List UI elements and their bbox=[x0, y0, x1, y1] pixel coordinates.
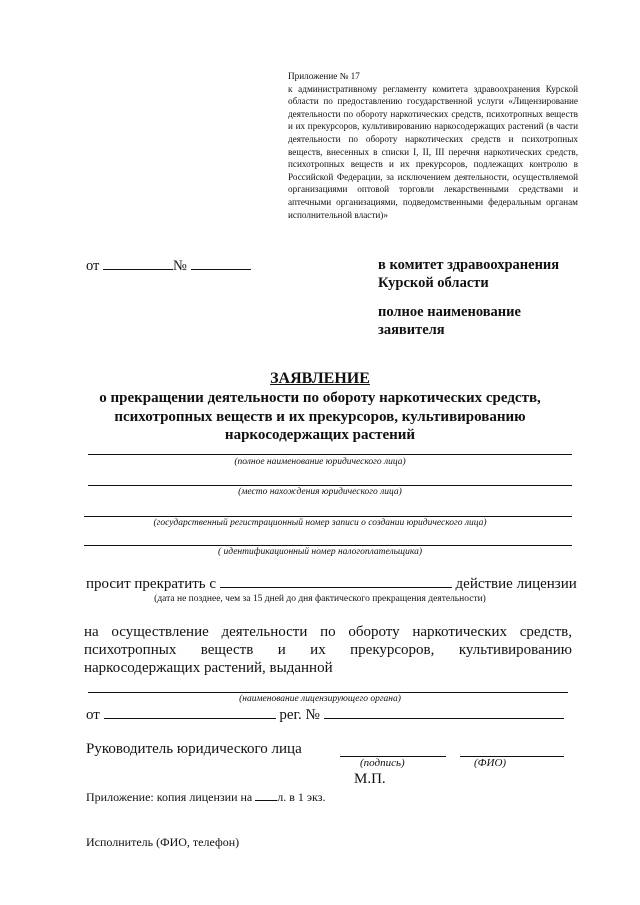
reg-number-caption: (государственный регистрационный номер записи о создании юридического лица) bbox=[153, 518, 487, 528]
request-prefix: просит прекратить с bbox=[86, 576, 217, 592]
license-reg-label: рег. № bbox=[279, 707, 320, 723]
licensing-authority-caption: (наименование лицензирующего органа) bbox=[239, 694, 401, 704]
attachment-line bbox=[86, 790, 325, 805]
fio-caption: (ФИО) bbox=[474, 757, 507, 769]
signature-caption: (подпись) bbox=[360, 757, 405, 769]
licensing-authority-field[interactable] bbox=[88, 692, 568, 693]
license-reg-number-field[interactable] bbox=[324, 706, 564, 719]
legal-name-field[interactable] bbox=[88, 454, 572, 455]
license-from-line bbox=[86, 706, 564, 724]
title-main: ЗАЯВЛЕНИЕ bbox=[270, 370, 370, 387]
request-line bbox=[86, 575, 577, 593]
activity-line-3: наркосодержащих растений, выданной bbox=[84, 660, 333, 676]
title-line-2: психотропных веществ и их прекурсоров, культивированию bbox=[114, 408, 526, 425]
legal-name-caption: (полное наименование юридического лица) bbox=[234, 457, 406, 467]
location-field[interactable] bbox=[88, 485, 572, 486]
activity-line-2: психотропных веществ и их прекурсоров, культивированию bbox=[84, 642, 572, 658]
applicant-line-1: полное наименование bbox=[378, 304, 521, 320]
applicant-line-2: заявителя bbox=[378, 322, 445, 338]
appendix-title: Приложение № 17 bbox=[288, 71, 360, 81]
header-from-number bbox=[86, 257, 251, 275]
location-caption: (место нахождения юридического лица) bbox=[238, 487, 402, 497]
applicant-block bbox=[378, 303, 521, 339]
title-line-1: о прекращении деятельности по обороту наркотических средств, bbox=[99, 390, 541, 406]
title-line-3: наркосодержащих растений bbox=[224, 427, 416, 443]
tax-id-caption: ( идентификационный номер налогоплательщика) bbox=[218, 547, 422, 557]
stamp-label: М.П. bbox=[354, 771, 386, 787]
activity-paragraph bbox=[84, 623, 572, 677]
date-field[interactable] bbox=[103, 257, 173, 270]
reg-number-field[interactable] bbox=[84, 516, 572, 517]
head-label: Руководитель юридического лица bbox=[86, 741, 302, 757]
attachment-suffix: л. в 1 экз. bbox=[277, 790, 326, 804]
request-note: (дата не позднее, чем за 15 дней до дня фактического прекращения деятельности) bbox=[154, 594, 486, 604]
license-from-label: от bbox=[86, 707, 100, 723]
executor-label: Исполнитель (ФИО, телефон) bbox=[86, 835, 240, 849]
number-field[interactable] bbox=[191, 257, 251, 270]
from-label: от bbox=[86, 258, 100, 274]
attachment-pages-field[interactable] bbox=[255, 790, 277, 801]
license-date-field[interactable] bbox=[104, 706, 276, 719]
number-label: № bbox=[173, 258, 187, 274]
recipient-block bbox=[378, 256, 559, 292]
termination-date-field[interactable] bbox=[220, 575, 452, 588]
document-title bbox=[0, 370, 640, 388]
request-suffix: действие лицензии bbox=[455, 576, 577, 592]
activity-line-1: на осуществление деятельности по обороту наркотических средств, bbox=[84, 624, 572, 640]
title-subtitle bbox=[0, 389, 640, 445]
appendix-block bbox=[288, 70, 578, 221]
appendix-text: к административному регламенту комитета здравоохранения Курской области по предоставлению государственной услуги «Лицензирование деятельности по обороту наркотических средств, психотропных веществ и их прекурсоров, культивированию наркосодержащих растений (в части деятельности по обороту наркотических средств и психотропных веществ, внесенных в списки I, II, III перечня наркотических средств, психотропных веществ и их прекурсоров, подлежащих контролю в Российской Федерации, за исключением деятельности, осуществляемой организациями оптовой торговли лекарственными средствами и аптечными организациями, подведомственными федеральным органам исполнительной власти)» bbox=[288, 83, 578, 220]
recipient-line-2: Курской области bbox=[378, 275, 489, 291]
attachment-prefix: Приложение: копия лицензии на bbox=[86, 790, 253, 804]
tax-id-field[interactable] bbox=[84, 545, 572, 546]
recipient-line-1: в комитет здравоохранения bbox=[378, 257, 560, 273]
